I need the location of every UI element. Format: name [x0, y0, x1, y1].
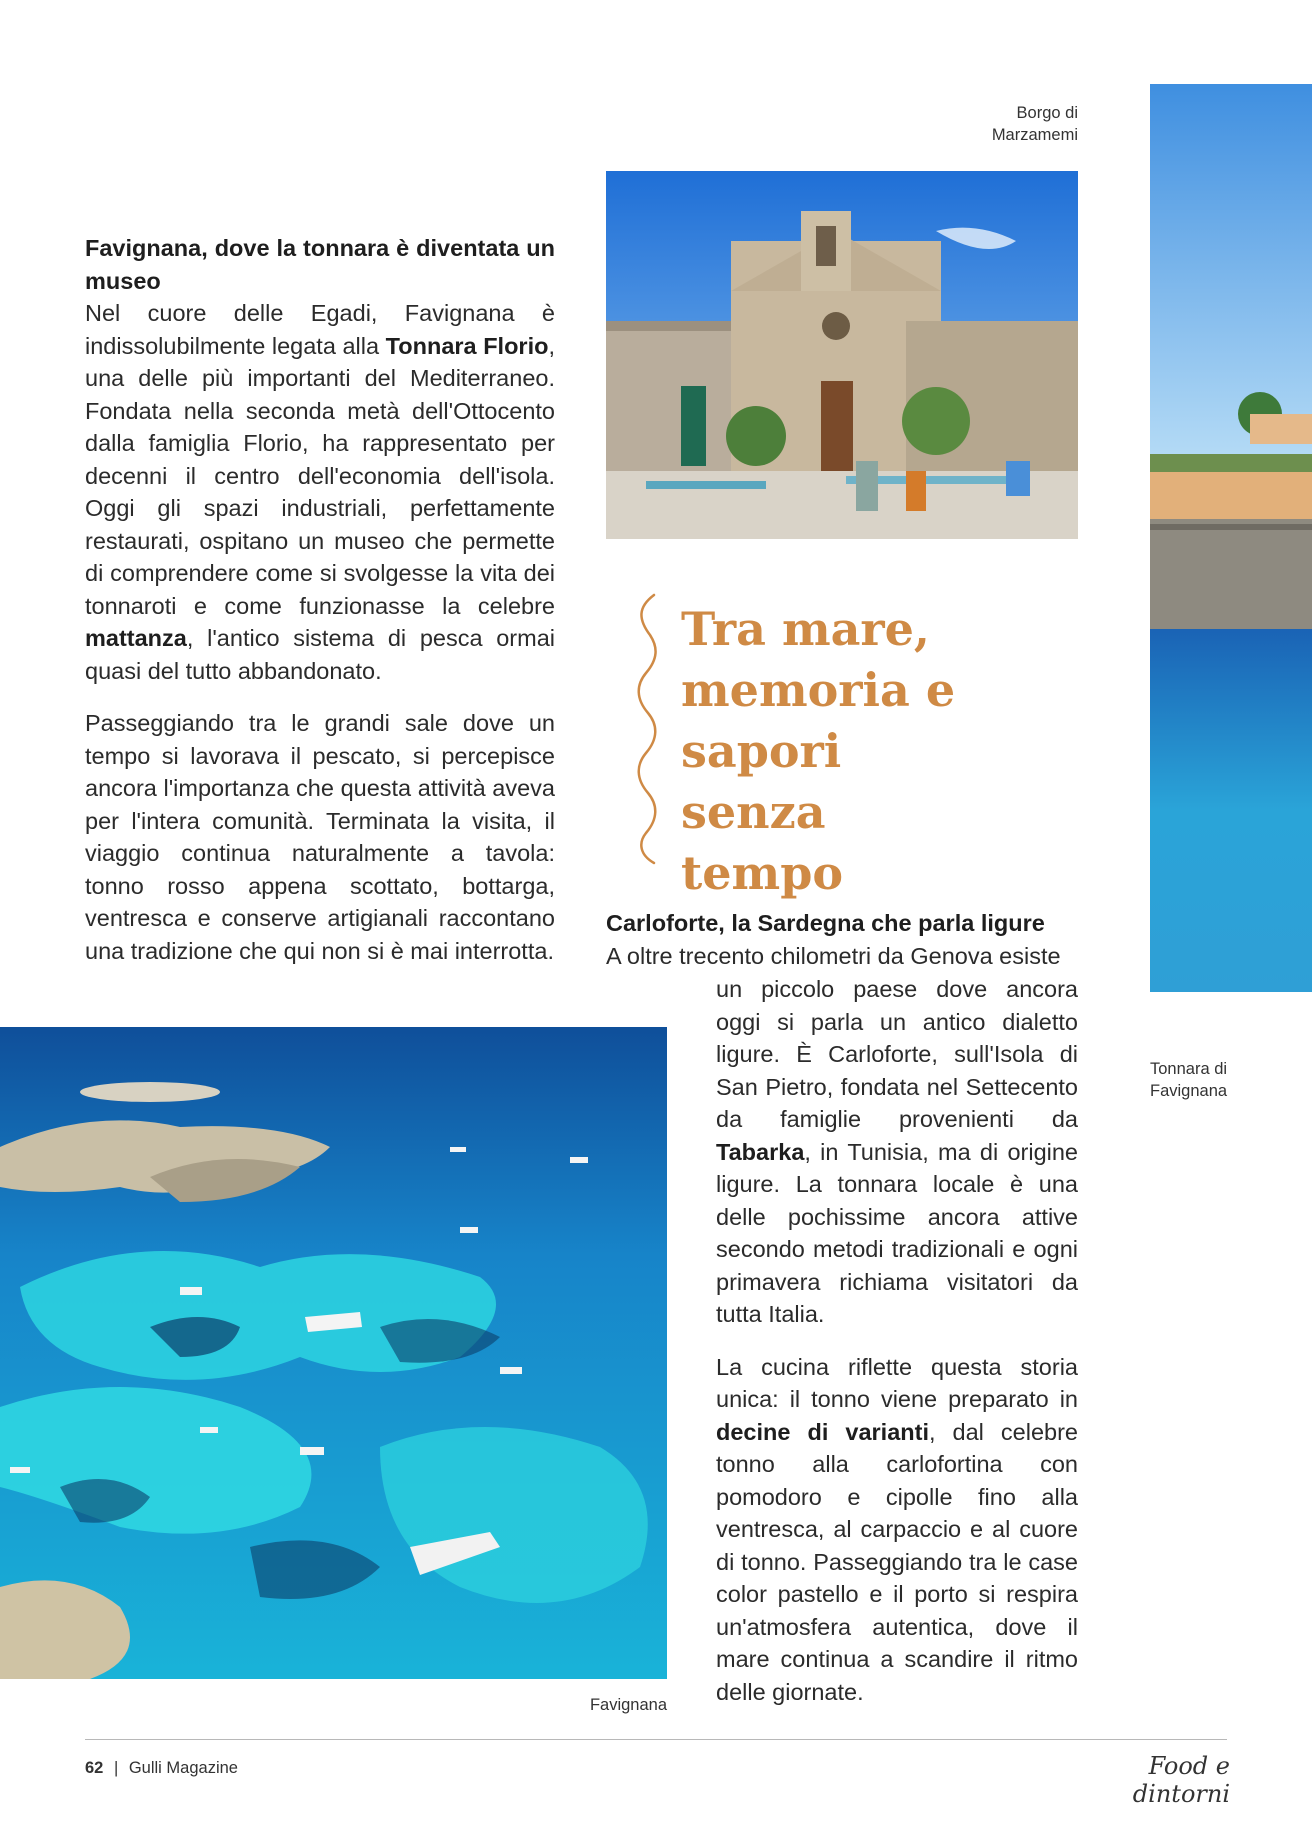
mattanza-highlight: mattanza [85, 625, 187, 651]
brace-ornament [634, 593, 660, 865]
marzamemi-caption: Borgo di Marzamemi [991, 104, 1078, 144]
footer-rule [85, 1739, 1227, 1740]
favignana-caption: Favignana [589, 1696, 667, 1714]
tonnara-photo [1150, 84, 1312, 992]
footer-left [85, 1759, 238, 1778]
carloforte-article [716, 973, 1078, 1708]
pull-quote-text: Tra mare, memoria e sapori senza tempo [681, 602, 956, 900]
carloforte-heading: Carloforte, la Sardegna che parla ligure [606, 910, 1045, 936]
varianti-highlight: decine di varianti [716, 1418, 929, 1445]
favignana-article [85, 232, 555, 967]
tonnara-florio-highlight: Tonnara Florio [385, 332, 549, 359]
footer-section-title: Food e dintorni [1132, 1752, 1230, 1808]
favignana-aerial-photo [0, 1027, 667, 1679]
page-number: 62 [85, 1759, 104, 1777]
tonnara-caption: Tonnara di Favignana [1150, 1060, 1228, 1100]
carloforte-paragraph-2: La cucina riflette questa storia unica: il tonno viene preparato in decine di varianti, dal celebre tonno alla carlofortina con pomodoro e cipolle fino alla ventresca, al carpaccio e al cuore di tonno. Passeggiando tra le case color pastello e il porto si respira un'atmosfera autentica, dove il mare continua a scandire il ritmo delle giornate. [716, 1353, 1078, 1705]
carloforte-paragraph-1: un piccolo paese dove ancora oggi si parla un antico dialetto ligure. È Carloforte, sull'Isola di San Pietro, fondata nel Settecento da famiglie provenienti da Tabarka, in Tunisia, ma di origine ligure. La tonnara locale è una delle pochissime ancora attive secondo metodi tradizionali e ogni primavera richiama visitatori da tutta Italia. [716, 976, 1078, 1327]
magazine-name: Gulli Magazine [128, 1759, 238, 1777]
favignana-paragraph-1: Nel cuore delle Egadi, Favignana è indissolubilmente legata alla Tonnara Florio, una delle più importanti del Mediterraneo. Fondata nella seconda metà dell'Ottocento dalla famiglia Florio, ha rappresentato per decenni il centro dell'economia dell'isola. Oggi gli spazi industriali, perfettamente restaurati, ospitano un museo che permette di comprendere come si svolgesse la vita dei tonnaroti e come funzionasse la celebre mattanza, l'antico sistema di pesca ormai quasi del tutto abbandonato. [85, 300, 555, 684]
favignana-paragraph-2: Passeggiando tra le grandi sale dove un tempo si lavorava il pescato, si percepisce ancora l'importanza che questa attività aveva per l'intera comunità. Terminata la visita, il viaggio continua naturalmente a tavola: tonno rosso appena scottato, bottarga, ventresca e conserve artigianali raccontano una tradizione che qui non si è mai interrotta. [85, 710, 555, 964]
carloforte-first-line: A oltre trecento chilometri da Genova esiste [606, 943, 1061, 969]
marzamemi-photo [606, 171, 1078, 539]
tabarka-highlight: Tabarka [716, 1138, 805, 1165]
favignana-heading: Favignana, dove la tonnara è diventata un museo [85, 235, 555, 294]
footer-separator: | [113, 1759, 119, 1777]
